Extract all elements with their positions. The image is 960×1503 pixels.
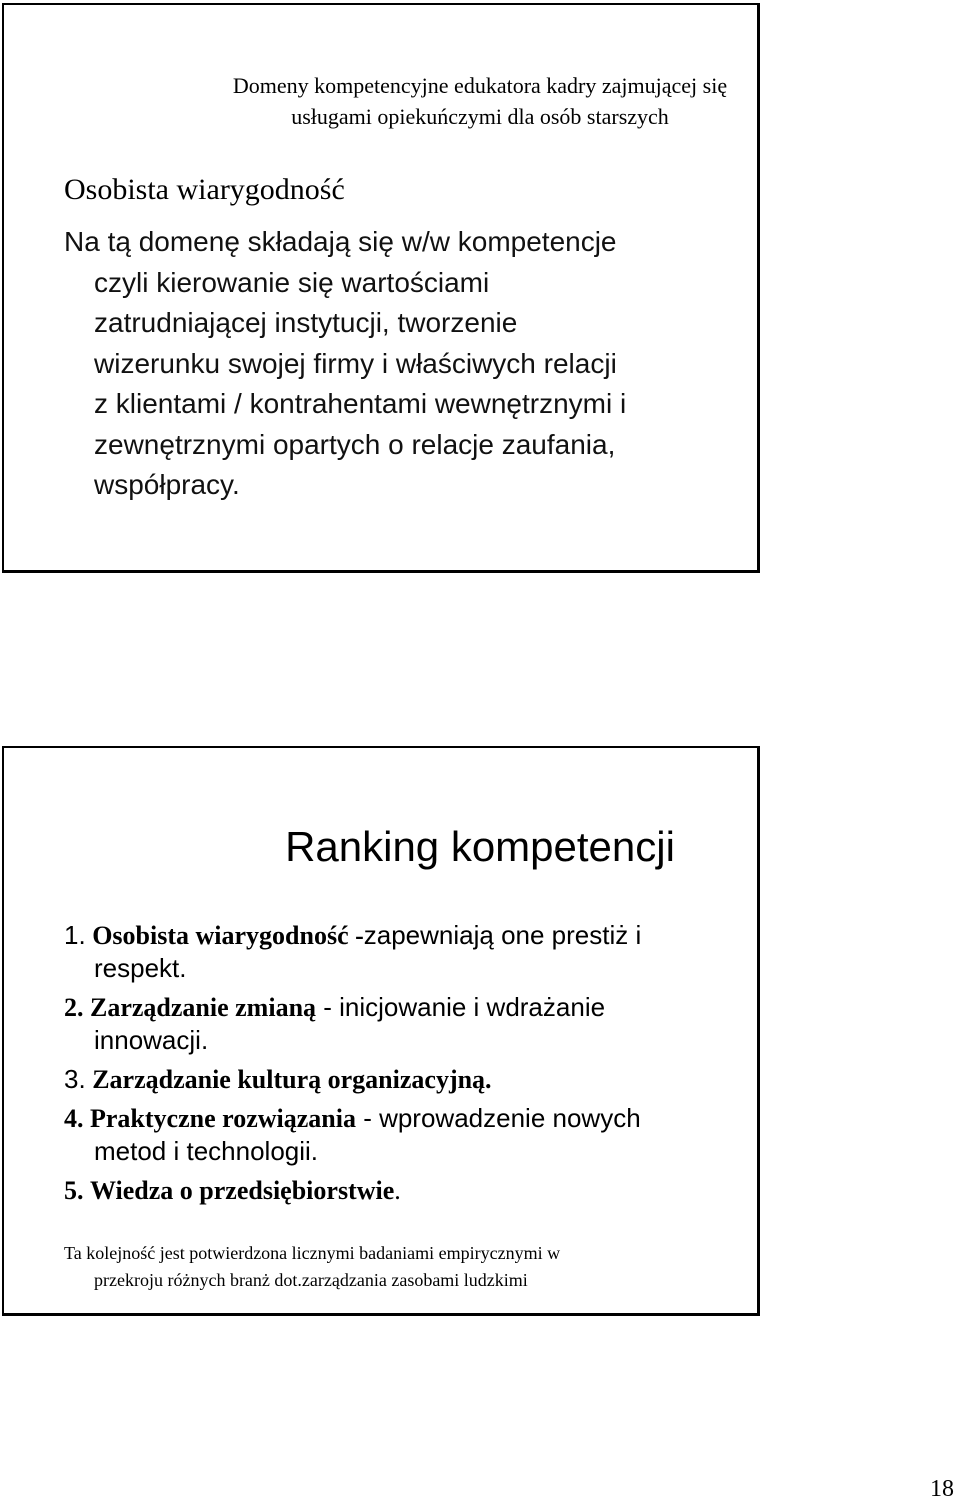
slide-1-header xyxy=(0,70,960,132)
slide-1-header-line-1: Domeny kompetencyjne edukatora kadry zajmującej się xyxy=(232,73,728,98)
footnote-line-1: Ta kolejność jest potwierdzona licznymi badaniami empirycznymi w xyxy=(64,1243,561,1263)
list-item-title: Wiedza o przedsiębiorstwie xyxy=(90,1176,395,1205)
slide-2-footnote xyxy=(64,1240,560,1294)
list-item-number: 3. xyxy=(64,1064,86,1094)
slide-1-body xyxy=(64,222,626,506)
list-item xyxy=(64,1174,641,1207)
body-line-1: Na tą domenę składają się w/w kompetencje xyxy=(64,226,617,257)
body-line-5: z klientami / kontrahentami wewnętrznymi i xyxy=(94,388,627,419)
body-line-6: zewnętrznymi opartych o relacje zaufania, xyxy=(94,428,616,460)
list-item-continuation: innowacji. xyxy=(94,1025,209,1055)
list-item xyxy=(64,1102,641,1168)
list-item xyxy=(64,991,641,1057)
list-item-continuation: respekt. xyxy=(94,953,187,983)
list-item-title: Zarządzanie kulturą organizacyjną. xyxy=(92,1065,492,1094)
list-item-number: 4. xyxy=(64,1104,84,1133)
list-item-number: 2. xyxy=(64,993,84,1022)
body-line-2: czyli kierowanie się wartościami xyxy=(94,266,490,298)
body-line-7: współpracy. xyxy=(94,469,240,500)
list-item-title: Osobista wiarygodność - xyxy=(92,921,364,950)
list-item-description: - wprowadzenie nowych xyxy=(355,1103,641,1133)
body-line-3: zatrudniającej instytucji, tworzenie xyxy=(94,307,518,338)
list-item-description: - inicjowanie i wdrażanie xyxy=(316,992,606,1022)
list-item-continuation: metod i technologii. xyxy=(94,1136,319,1166)
page-number: 18 xyxy=(930,1476,954,1502)
slide-2-title: Ranking kompetencji xyxy=(285,823,675,870)
list-item-number: 5. xyxy=(64,1176,84,1205)
list-item-title: Zarządzanie zmianą xyxy=(90,993,317,1022)
list-item xyxy=(64,919,641,985)
list-item-title: Praktyczne rozwiązania xyxy=(90,1104,356,1133)
slide-1-heading: Osobista wiarygodność xyxy=(64,173,345,206)
list-item-description: zapewniają one prestiż i xyxy=(363,920,642,950)
ranking-list xyxy=(64,919,641,1213)
list-item xyxy=(64,1063,641,1096)
footnote-line-2: przekroju różnych branż dot.zarządzania zasobami ludzkimi xyxy=(94,1270,528,1290)
list-item-description: . xyxy=(394,1176,401,1205)
slide-1-header-line-2: usługami opiekuńczymi dla osób starszych xyxy=(291,104,669,129)
list-item-number: 1. xyxy=(64,920,86,950)
body-line-4: wizerunku swojej firmy i właściwych relacji xyxy=(94,347,617,379)
